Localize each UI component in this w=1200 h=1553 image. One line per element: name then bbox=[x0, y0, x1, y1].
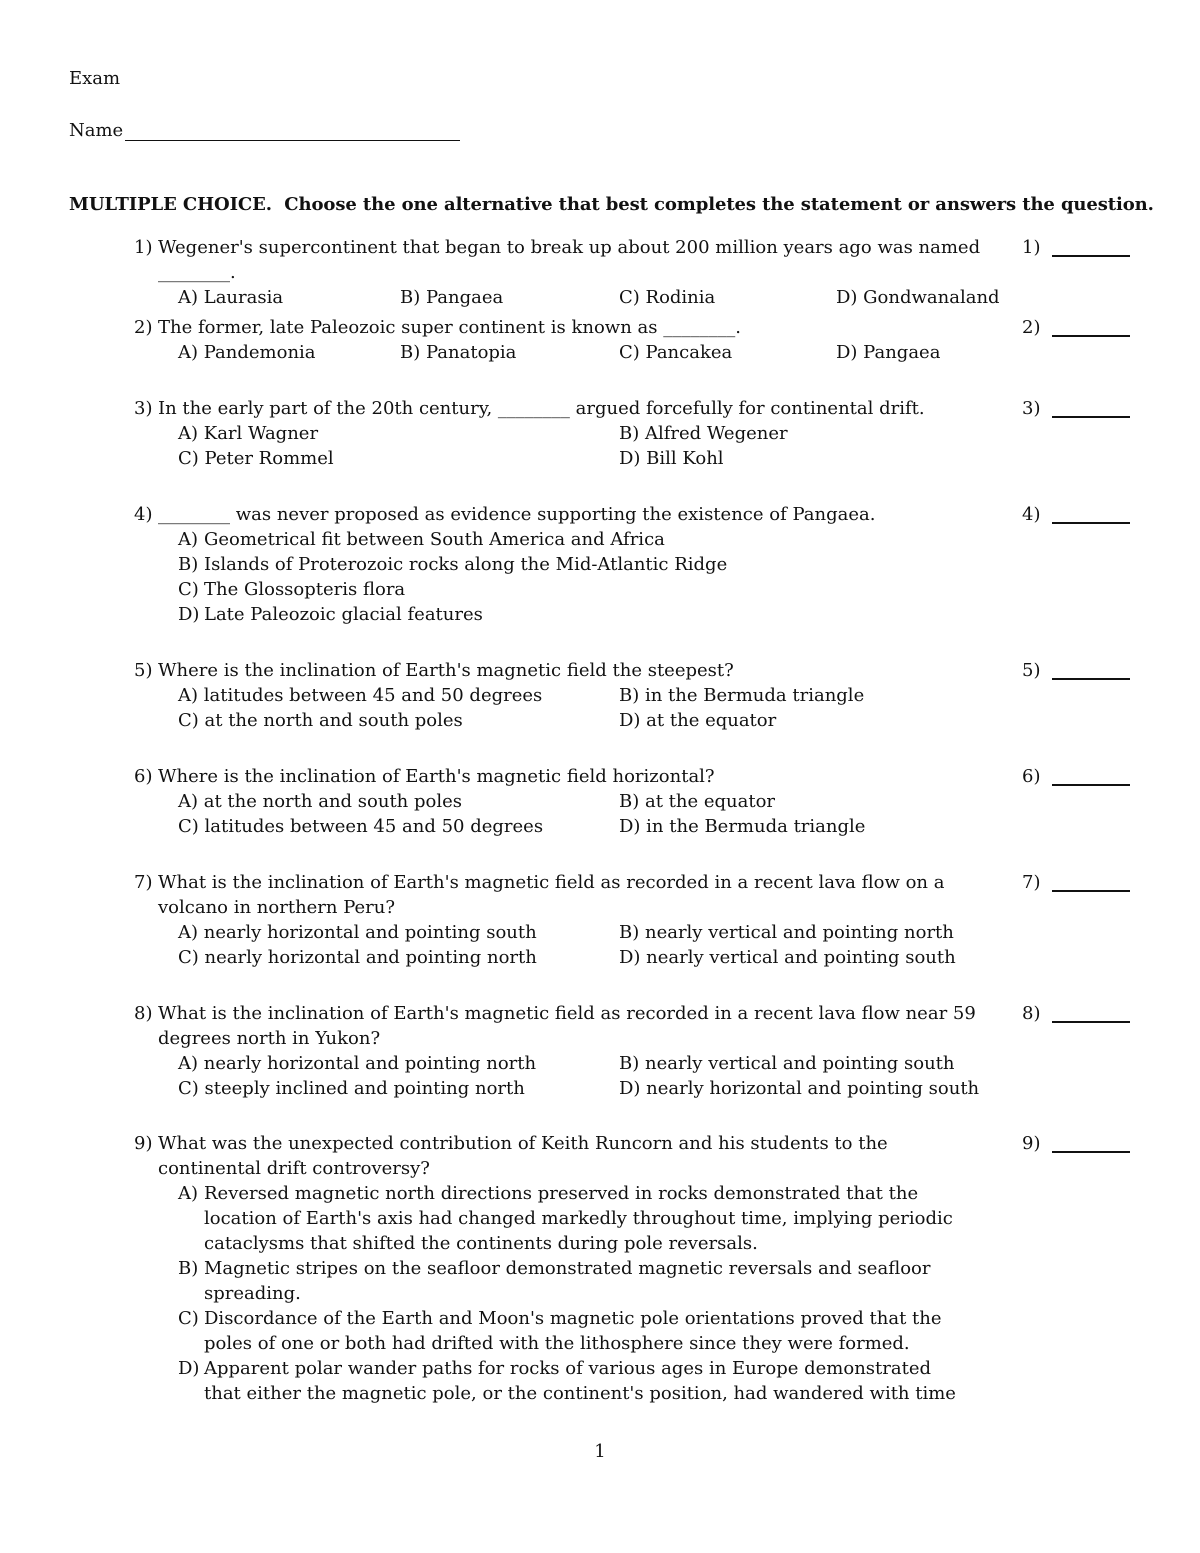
page-number: 1 bbox=[594, 1441, 606, 1462]
option-a[interactable]: A) latitudes between 45 and 50 degrees bbox=[178, 685, 543, 706]
option-letter: A) bbox=[178, 529, 199, 550]
option-a[interactable] bbox=[178, 1181, 1134, 1256]
answer-number: 4) bbox=[1022, 504, 1041, 525]
option-b[interactable] bbox=[178, 552, 1134, 577]
option-d[interactable] bbox=[178, 602, 1134, 627]
answer-number: 6) bbox=[1022, 766, 1041, 787]
option-c[interactable]: C) nearly horizontal and pointing north bbox=[178, 947, 537, 968]
option-b[interactable]: B) Panatopia bbox=[400, 342, 517, 363]
answer-number: 3) bbox=[1022, 398, 1041, 419]
option-letter: C) bbox=[178, 579, 199, 600]
question-8 bbox=[134, 1001, 1134, 1101]
answer-number: 2) bbox=[1022, 317, 1041, 338]
answer-blank-line[interactable] bbox=[1052, 678, 1130, 680]
option-b[interactable]: B) nearly vertical and pointing south bbox=[619, 1053, 955, 1074]
question-text: What was the unexpected contribution of Keith Runcorn and his students to the continental drift controversy? bbox=[158, 1133, 888, 1179]
option-a[interactable]: A) Karl Wagner bbox=[178, 423, 319, 444]
options-grid bbox=[134, 789, 1134, 839]
question-stem bbox=[134, 396, 1134, 421]
option-d[interactable]: D) at the equator bbox=[619, 710, 777, 731]
question-6 bbox=[134, 764, 1134, 839]
answer-blank-line[interactable] bbox=[1052, 522, 1130, 524]
answer-number: 9) bbox=[1022, 1133, 1041, 1154]
question-text: What is the inclination of Earth's magnetic field as recorded in a recent lava flow on a volcano in northern Peru? bbox=[158, 872, 945, 918]
option-a[interactable]: A) Laurasia bbox=[178, 287, 284, 308]
option-text: Islands of Proterozoic rocks along the Mid-Atlantic Ridge bbox=[204, 554, 728, 575]
option-a[interactable]: A) Pandemonia bbox=[178, 342, 316, 363]
answer-blank-line[interactable] bbox=[1052, 1021, 1130, 1023]
question-1 bbox=[134, 235, 1134, 310]
option-b[interactable]: B) at the equator bbox=[619, 791, 776, 812]
question-number: 4) bbox=[134, 504, 153, 525]
answer-slot[interactable] bbox=[1022, 502, 1132, 527]
question-number: 3) bbox=[134, 398, 153, 419]
instructions-bold: MULTIPLE CHOICE. bbox=[69, 194, 272, 215]
name-field bbox=[69, 120, 460, 141]
name-label: Name bbox=[69, 120, 124, 141]
options-row bbox=[134, 340, 1134, 365]
instructions-text: Choose the one alternative that best completes the statement or answers the question. bbox=[284, 194, 1154, 215]
option-letter: A) bbox=[178, 1183, 199, 1204]
options-grid bbox=[134, 920, 1134, 970]
options-row bbox=[134, 285, 1134, 310]
option-c[interactable]: C) latitudes between 45 and 50 degrees bbox=[178, 816, 544, 837]
question-stem bbox=[134, 315, 1134, 340]
question-number: 2) bbox=[134, 317, 153, 338]
question-5 bbox=[134, 658, 1134, 733]
question-text: In the early part of the 20th century, ________ argued forcefully for continental drift. bbox=[158, 398, 925, 419]
answer-blank-line[interactable] bbox=[1052, 416, 1130, 418]
options-grid bbox=[134, 683, 1134, 733]
option-text: Reversed magnetic north directions preserved in rocks demonstrated that the location of Earth's axis had changed markedly throughout time, implying periodic cataclysms that shifted the continents during pole reversals. bbox=[204, 1183, 953, 1254]
question-number: 6) bbox=[134, 766, 153, 787]
option-c[interactable] bbox=[178, 1306, 1134, 1356]
option-d[interactable]: D) Bill Kohl bbox=[619, 448, 724, 469]
option-d[interactable]: D) nearly vertical and pointing south bbox=[619, 947, 956, 968]
option-b[interactable]: B) Alfred Wegener bbox=[619, 423, 788, 444]
question-2 bbox=[134, 315, 1134, 365]
option-c[interactable]: C) at the north and south poles bbox=[178, 710, 463, 731]
instructions bbox=[69, 194, 1154, 215]
question-number: 8) bbox=[134, 1003, 153, 1024]
option-letter: C) bbox=[178, 1308, 199, 1329]
name-blank-line[interactable] bbox=[125, 122, 460, 141]
question-number: 1) bbox=[134, 237, 153, 258]
answer-slot[interactable] bbox=[1022, 235, 1132, 260]
option-text: Discordance of the Earth and Moon's magnetic pole orientations proved that the poles of one or both had drifted with the lithosphere since they were formed. bbox=[204, 1308, 942, 1354]
question-text: Wegener's supercontinent that began to break up about 200 million years ago was named ________. bbox=[158, 237, 981, 283]
option-b[interactable] bbox=[178, 1256, 1134, 1306]
option-letter: B) bbox=[178, 554, 199, 575]
answer-blank-line[interactable] bbox=[1052, 784, 1130, 786]
exam-title: Exam bbox=[69, 68, 121, 89]
option-a[interactable]: A) nearly horizontal and pointing south bbox=[178, 922, 537, 943]
answer-slot[interactable] bbox=[1022, 870, 1132, 895]
options-list bbox=[134, 527, 1134, 627]
option-d[interactable] bbox=[178, 1356, 1134, 1406]
option-text: Late Paleozoic glacial features bbox=[204, 604, 483, 625]
option-d[interactable]: D) Gondwanaland bbox=[836, 287, 1000, 308]
question-stem bbox=[134, 1001, 1134, 1051]
question-text: Where is the inclination of Earth's magnetic field the steepest? bbox=[158, 660, 734, 681]
question-stem bbox=[134, 1131, 1134, 1181]
option-b[interactable]: B) Pangaea bbox=[400, 287, 504, 308]
option-a[interactable]: A) at the north and south poles bbox=[178, 791, 463, 812]
question-text: What is the inclination of Earth's magnetic field as recorded in a recent lava flow near 59 degrees north in Yukon? bbox=[158, 1003, 976, 1049]
question-stem bbox=[134, 764, 1134, 789]
answer-slot[interactable] bbox=[1022, 1001, 1132, 1026]
answer-slot[interactable] bbox=[1022, 658, 1132, 683]
answer-number: 1) bbox=[1022, 237, 1041, 258]
answer-blank-line[interactable] bbox=[1052, 335, 1130, 337]
question-text: Where is the inclination of Earth's magnetic field horizontal? bbox=[158, 766, 715, 787]
option-b[interactable]: B) in the Bermuda triangle bbox=[619, 685, 865, 706]
option-b[interactable]: B) nearly vertical and pointing north bbox=[619, 922, 954, 943]
option-c[interactable]: C) steeply inclined and pointing north bbox=[178, 1078, 525, 1099]
option-letter: B) bbox=[178, 1258, 199, 1279]
question-number: 5) bbox=[134, 660, 153, 681]
option-text: Apparent polar wander paths for rocks of various ages in Europe demonstrated that either the magnetic pole, or the continent's position, had wandered with time bbox=[204, 1358, 956, 1404]
option-c[interactable]: C) Pancakea bbox=[619, 342, 733, 363]
question-number: 7) bbox=[134, 872, 153, 893]
answer-slot[interactable] bbox=[1022, 1131, 1132, 1156]
question-stem bbox=[134, 235, 1134, 285]
answer-blank-line[interactable] bbox=[1052, 255, 1130, 257]
option-text: The Glossopteris flora bbox=[204, 579, 406, 600]
option-d[interactable]: D) Pangaea bbox=[836, 342, 941, 363]
question-stem bbox=[134, 870, 1134, 920]
answer-slot[interactable] bbox=[1022, 396, 1132, 421]
answer-blank-line[interactable] bbox=[1052, 890, 1130, 892]
answer-blank-line[interactable] bbox=[1052, 1151, 1130, 1153]
question-7 bbox=[134, 870, 1134, 970]
answer-slot[interactable] bbox=[1022, 315, 1132, 340]
question-4 bbox=[134, 502, 1134, 627]
option-c[interactable] bbox=[178, 577, 1134, 602]
option-letter: D) bbox=[178, 604, 200, 625]
option-a[interactable] bbox=[178, 527, 1134, 552]
question-number: 9) bbox=[134, 1133, 153, 1154]
option-text: Magnetic stripes on the seafloor demonstrated magnetic reversals and seafloor spreading. bbox=[204, 1258, 931, 1304]
options-list bbox=[134, 1181, 1134, 1406]
answer-number: 5) bbox=[1022, 660, 1041, 681]
answer-number: 7) bbox=[1022, 872, 1041, 893]
question-stem bbox=[134, 658, 1134, 683]
question-9 bbox=[134, 1131, 1134, 1406]
question-stem bbox=[134, 502, 1134, 527]
option-letter: D) bbox=[178, 1358, 200, 1379]
options-grid bbox=[134, 421, 1134, 471]
option-text: Geometrical fit between South America and Africa bbox=[204, 529, 665, 550]
option-d[interactable]: D) in the Bermuda triangle bbox=[619, 816, 866, 837]
answer-number: 8) bbox=[1022, 1003, 1041, 1024]
option-c[interactable]: C) Rodinia bbox=[619, 287, 716, 308]
question-3 bbox=[134, 396, 1134, 471]
options-grid bbox=[134, 1051, 1134, 1101]
question-text: ________ was never proposed as evidence supporting the existence of Pangaea. bbox=[158, 504, 876, 525]
question-text: The former, late Paleozoic super continent is known as ________. bbox=[158, 317, 741, 338]
option-a[interactable]: A) nearly horizontal and pointing north bbox=[178, 1053, 537, 1074]
option-d[interactable]: D) nearly horizontal and pointing south bbox=[619, 1078, 980, 1099]
answer-slot[interactable] bbox=[1022, 764, 1132, 789]
option-c[interactable]: C) Peter Rommel bbox=[178, 448, 334, 469]
